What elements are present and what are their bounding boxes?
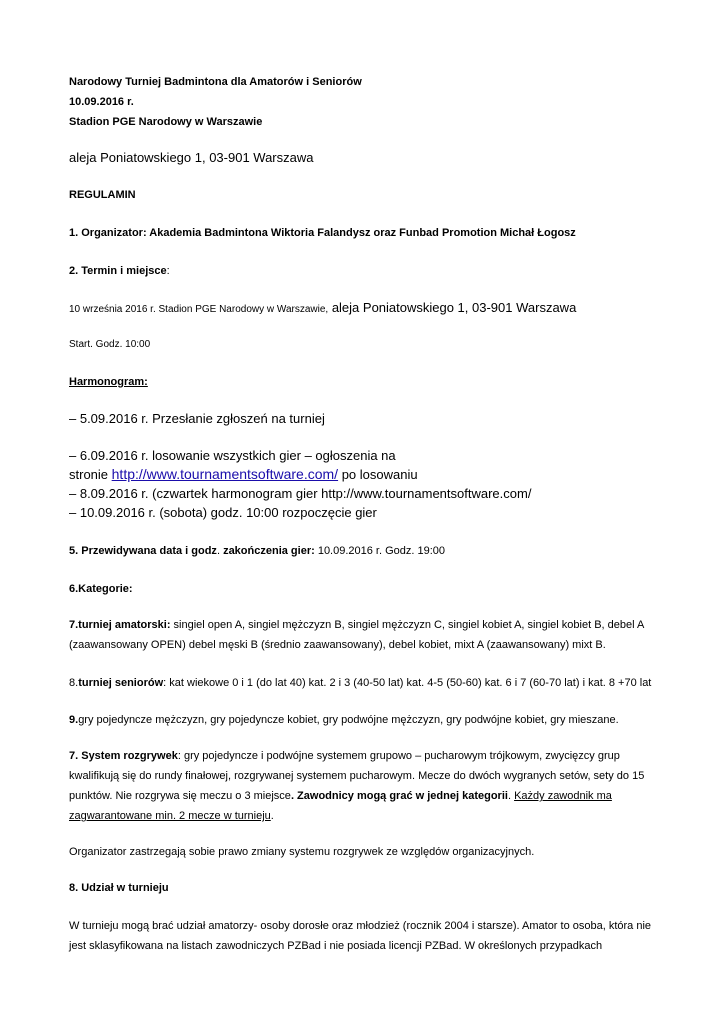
categories-heading: 6.Kategorie:	[69, 583, 133, 595]
item2-suffix: po losowaniu	[338, 467, 418, 482]
system-dot: .	[507, 790, 515, 802]
tournamentsoftware-link[interactable]: http://www.tournamentsoftware.com/	[111, 466, 339, 482]
term-place-line	[69, 300, 576, 317]
amateur-heading: 7.turniej amatorski:	[69, 619, 171, 631]
seniors-num: 8.	[69, 677, 79, 689]
term-heading: 2. Termin i miejsce	[69, 265, 167, 277]
harmonogram-item-2-line2	[69, 466, 418, 483]
seniors-line	[69, 676, 651, 690]
harmonogram-heading: Harmonogram:	[69, 376, 148, 388]
harmonogram-item-2-line1: – 6.09.2016 r. losowanie wszystkich gier – ogłoszenia na	[69, 448, 396, 463]
system-bold-2: . Zawodnicy mogą grać w jednej kategorii	[290, 790, 508, 802]
games-text: gry pojedyncze mężczyzn, gry pojedyncze kobiet, gry podwójne mężczyzn, gry podwójne kobiet, gry mieszane.	[78, 714, 619, 726]
system-heading: 7. System rozgrywek	[69, 750, 178, 762]
tournament-title: Narodowy Turniej Badmintona dla Amatorów i Seniorów	[69, 76, 362, 88]
seniors-heading: turniej seniorów	[78, 677, 164, 689]
term-heading-line	[69, 264, 170, 278]
system-end: .	[270, 810, 274, 822]
harmonogram-item-3: – 8.09.2016 r. (czwartek harmonogram gier http://www.tournamentsoftware.com/	[69, 486, 532, 501]
participation-heading: 8. Udział w turnieju	[69, 882, 169, 894]
term-colon: :	[166, 265, 170, 277]
reserve-line: Organizator zastrzegają sobie prawo zmiany systemu rozgrywek ze względów organizacyjnych.	[69, 846, 535, 858]
end-normal-2: 10.09.2016 r. Godz. 19:00	[314, 545, 446, 557]
item2-prefix: stronie	[69, 467, 112, 482]
tournament-venue: Stadion PGE Narodowy w Warszawie	[69, 116, 263, 128]
games-num: 9.	[69, 714, 79, 726]
seniors-text: : kat wiekowe 0 i 1 (do lat 40) kat. 2 i 3 (40-50 lat) kat. 4-5 (50-60) kat. 6 i 7 (60-70 lat) i kat. 8 +70 lat	[163, 677, 652, 689]
organizer-line: 1. Organizator: Akademia Badmintona Wiktoria Falandysz oraz Funbad Promotion Michał Łogosz	[69, 227, 576, 239]
tournament-address: aleja Poniatowskiego 1, 03-901 Warszawa	[69, 150, 314, 165]
tournament-date: 10.09.2016 r.	[69, 96, 134, 108]
amateur-paragraph	[69, 615, 669, 655]
system-paragraph	[69, 746, 669, 826]
end-time-line	[69, 544, 445, 558]
term-place-big: aleja Poniatowskiego 1, 03-901 Warszawa	[328, 300, 577, 315]
system-underlined: Każdy zawodnik ma zagwarantowane min. 2 mecze w turnieju	[69, 790, 612, 822]
amateur-text: singiel open A, singiel mężczyzn B, singiel mężczyzn C, singiel kobiet A, singiel kobiet B, debel A (zaawansowany OPEN) debel męski B (średnio zaawansowany), debel kobiet, mixt A (zaawansowany) mixt B.	[69, 619, 644, 651]
games-line	[69, 713, 619, 727]
harmonogram-item-4: – 10.09.2016 r. (sobota) godz. 10:00 rozpoczęcie gier	[69, 505, 377, 520]
start-time: Start. Godz. 10:00	[69, 339, 151, 350]
end-normal-1: .	[216, 545, 224, 557]
regulamin-heading: REGULAMIN	[69, 189, 136, 201]
end-bold-2: zakończenia gier:	[223, 545, 315, 557]
harmonogram-item-1: – 5.09.2016 r. Przesłanie zgłoszeń na turniej	[69, 411, 325, 426]
system-text: : gry pojedyncze i podwójne systemem grupowo – pucharowym trójkowym, zwycięzcy grup kwalifikują się do rundy finałowej, rozgrywanej systemem pucharowym. Mecze do dwóch wygranych setów, sety do 15 punktów. Nie rozgrywa się meczu o 3 miejsce	[69, 750, 645, 802]
end-bold-1: 5. Przewidywana data i godz	[69, 545, 217, 557]
term-place-small: 10 września 2016 r. Stadion PGE Narodowy w Warszawie,	[69, 304, 329, 315]
participation-paragraph: W turnieju mogą brać udział amatorzy- osoby dorosłe oraz młodzież (rocznik 2004 i starsze). Amator to osoba, która nie jest sklasyfikowana na listach zawodniczych PZBad i nie posiada licencji PZBad. W określonych przypadkach	[69, 920, 652, 952]
